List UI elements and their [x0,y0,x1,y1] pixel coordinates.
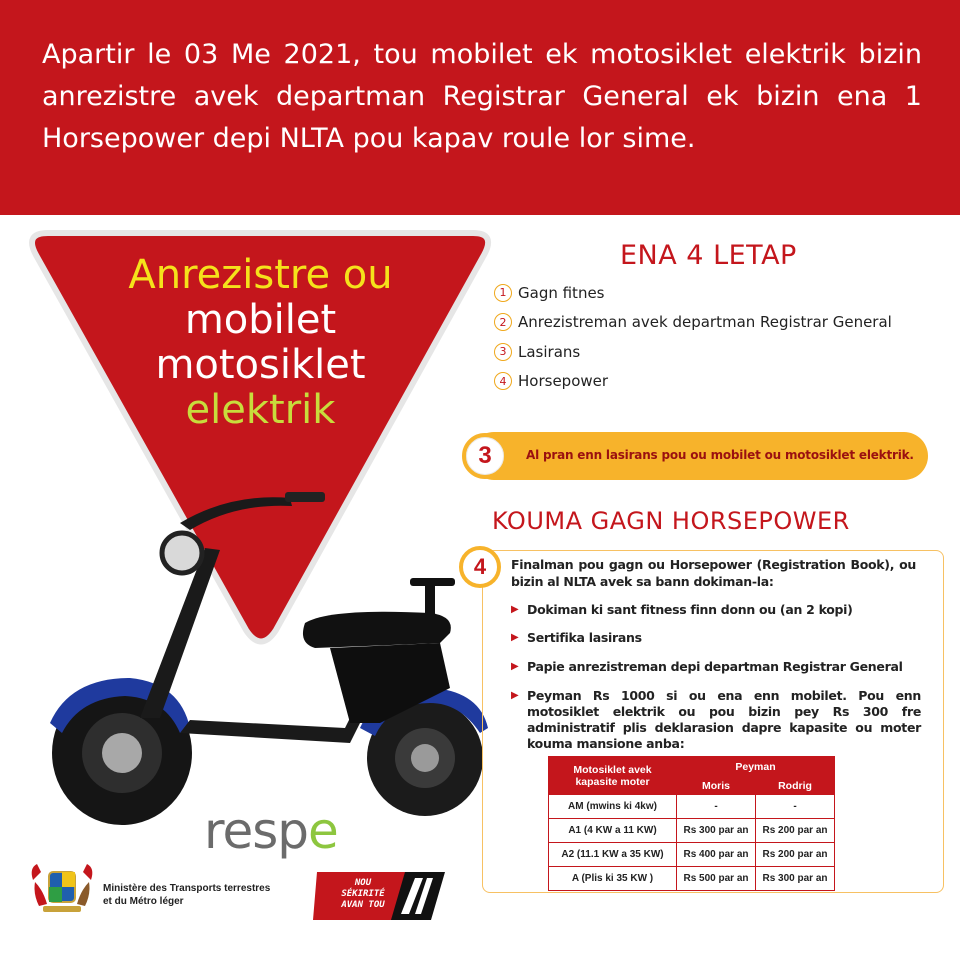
bullet-arrow-icon: ▶ [511,661,519,672]
moris-cell: - [677,795,756,819]
document-item [511,659,921,675]
bullet-arrow-icon: ▶ [511,632,519,643]
ministry-logo [25,860,285,920]
document-item [511,688,921,752]
capacity-cell: A2 (11.1 KW a 35 KW) [549,843,677,867]
bullet-arrow-icon: ▶ [511,604,519,615]
headline-line-3: motosiklet [155,342,366,388]
table-row [549,867,835,891]
capacity-cell: AM (mwins ki 4kw) [549,795,677,819]
ministry-name-line-2: et du Métro léger [103,896,184,907]
moris-cell: Rs 500 par an [677,867,756,891]
document-item [511,602,921,618]
horsepower-step-number: 4 [459,546,501,588]
rodrig-cell: Rs 200 par an [756,819,835,843]
column-header-capacity: Motosiklet avek kapasite moter [549,757,677,795]
document-text: Papie anrezistreman depi departman Registrar General [527,659,903,674]
coat-of-arms-icon [25,860,99,918]
step-number: 1 [494,284,512,302]
headline-line-4: elektrik [185,387,336,433]
step-label: Lasirans [518,342,581,361]
step-label: Horsepower [518,372,609,391]
document-item [511,630,921,646]
rodrig-cell: Rs 300 par an [756,867,835,891]
triangle-headline [78,253,443,433]
capacity-cell: A (Plis ki 35 KW ) [549,867,677,891]
step-item [494,278,934,308]
column-header-moris: Moris [677,777,756,795]
documents-list [511,602,921,752]
insurance-step-text: Al pran enn lasirans pou ou mobilet ou motosiklet elektrik. [526,448,914,462]
steps-title: ENA 4 LETAP [620,240,797,271]
steps-list [494,278,934,396]
safety-badge [313,872,445,920]
capacity-cell: A1 (4 KW a 11 KW) [549,819,677,843]
safety-line-2: SÉKIRITÉ [341,889,385,899]
insurance-step-number: 3 [462,433,508,479]
headline-line-1: Anrezistre ou [128,252,393,298]
rodrig-cell: - [756,795,835,819]
electric-scooter-image [30,488,500,833]
safety-line-1: NOU [354,878,372,888]
step-label: Gagn fitnes [518,283,605,302]
step-item [494,337,934,367]
respe-logo-part-1: resp [204,802,309,860]
document-text: Sertifika lasirans [527,630,642,645]
table-row [549,795,835,819]
moris-cell: Rs 400 par an [677,843,756,867]
horsepower-title: KOUMA GAGN HORSEPOWER [492,507,850,535]
document-text: Dokiman ki sant fitness finn donn ou (an 2 kopi) [527,602,853,617]
top-banner [0,0,960,215]
respe-logo-part-2: e [308,802,338,860]
insurance-step-pill [470,432,928,480]
step-number: 2 [494,313,512,331]
safety-line-3: AVAN TOU [341,900,385,910]
column-header-payment: Peyman [677,757,835,777]
step-item [494,308,934,338]
banner-text: Apartir le 03 Me 2021, tou mobilet ek motosiklet elektrik bizin anrezistre avek departman Registrar General ek bizin ena 1 Horsepower depi NLTA pou kapav roule lor sime. [42,39,922,154]
headline-line-2: mobilet [184,297,337,343]
rodrig-cell: Rs 200 par an [756,843,835,867]
ministry-name-line-1: Ministère des Transports terrestres [103,883,271,894]
moris-cell: Rs 300 par an [677,819,756,843]
horsepower-intro: Finalman pou gagn ou Horsepower (Registration Book), ou bizin al NLTA avek sa bann dokiman-la: [511,557,916,589]
table-row [549,819,835,843]
step-number: 4 [494,372,512,390]
step-label: Anrezistreman avek departman Registrar General [518,313,892,332]
respe-logo [204,802,338,860]
fees-table [548,756,835,891]
table-row [549,843,835,867]
document-text: Peyman Rs 1000 si ou ena enn mobilet. Pou enn motosiklet elektrik ou pou bizin pey Rs 300 fre administratif plis deklarasion dapre kapasite ou moter kouma mansione anba: [527,688,921,751]
step-number: 3 [494,343,512,361]
step-item [494,367,934,397]
bullet-arrow-icon: ▶ [511,690,519,701]
column-header-rodrig: Rodrig [756,777,835,795]
